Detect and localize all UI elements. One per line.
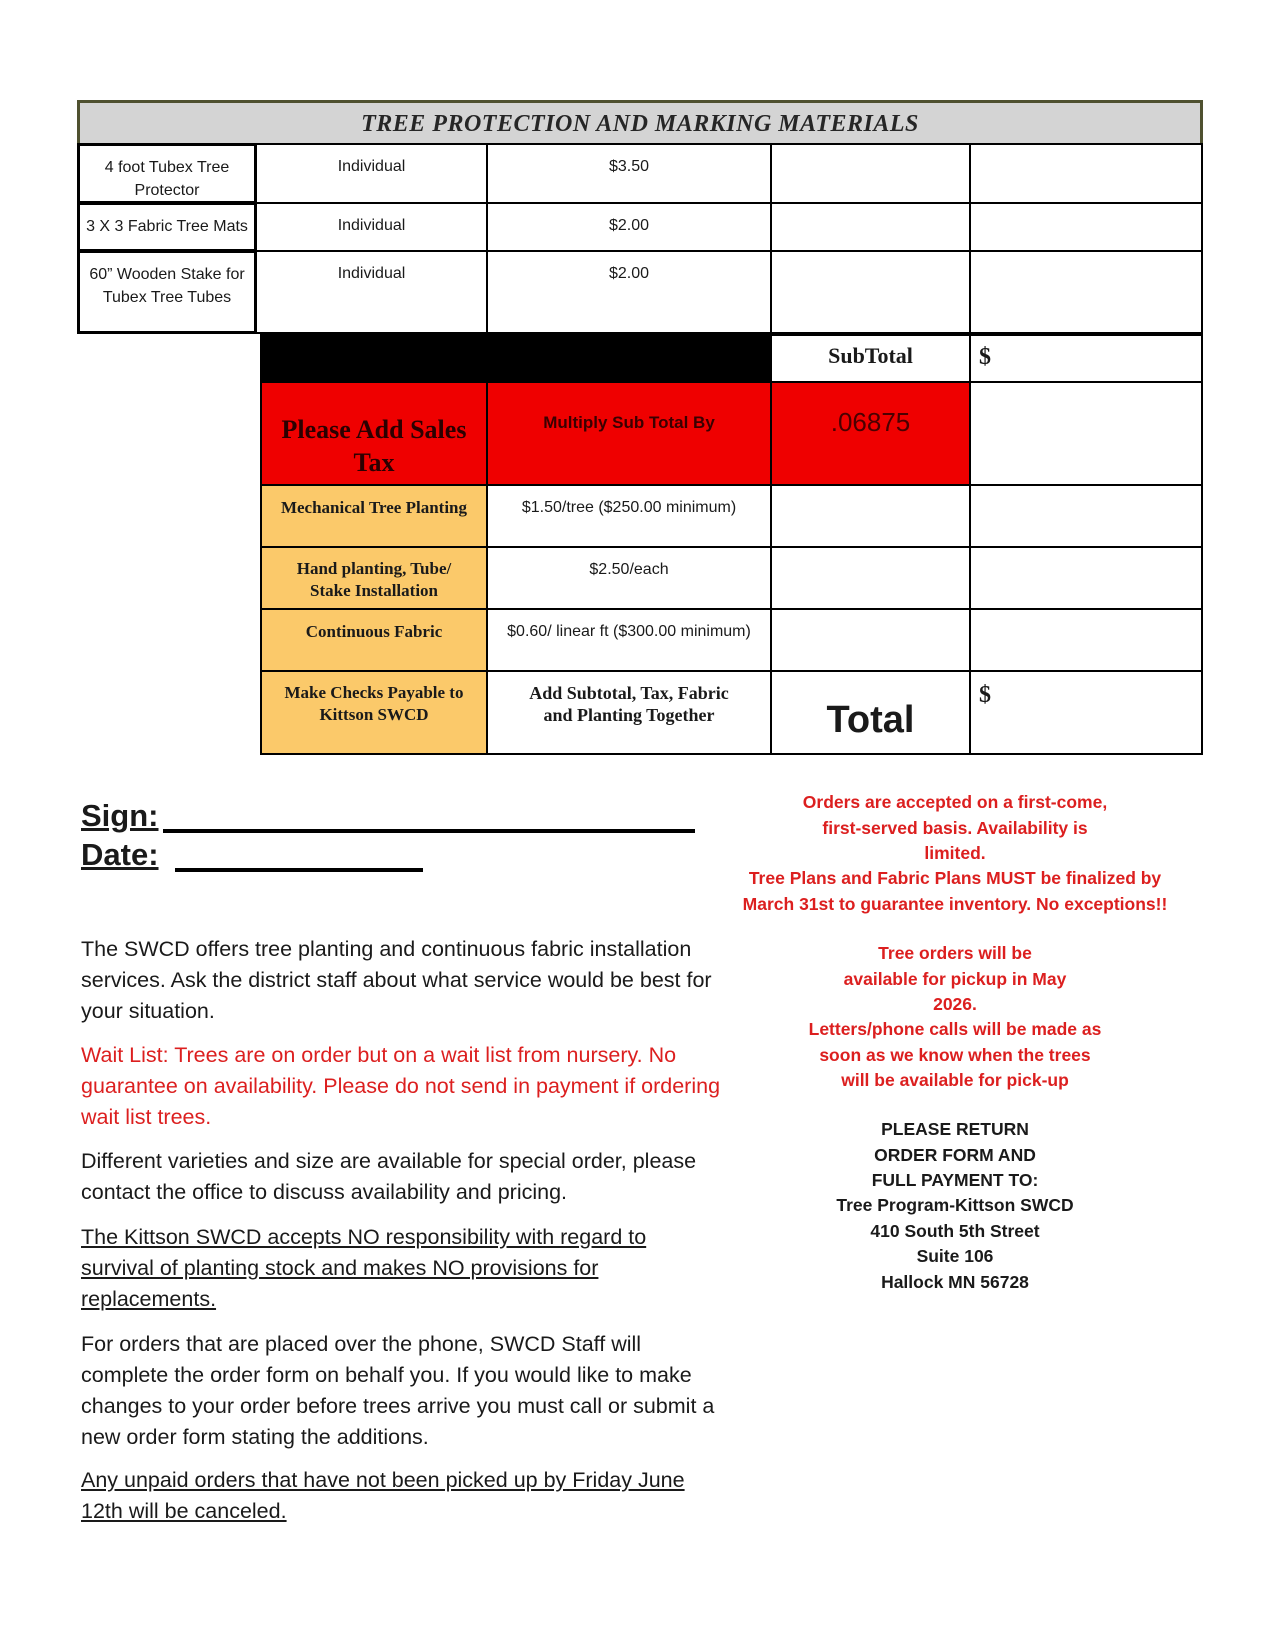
line-total-input[interactable] <box>969 484 1203 548</box>
wait-list-paragraph: Wait List: Trees are on order but on a wait list from nursery. No guarantee on availability. Please do not send in payment if ordering wait list trees. <box>81 1043 721 1129</box>
service-price: $0.60/ linear ft ($300.00 minimum) <box>486 608 772 672</box>
table-title: TREE PROTECTION AND MARKING MATERIALS <box>77 100 1203 146</box>
multiply-label: Multiply Sub Total By <box>486 381 772 486</box>
tax-rate: .06875 <box>770 381 971 486</box>
special-order-paragraph: Different varieties and size are available for special order, please contact the office to discuss availability and pricing. <box>81 1149 697 1204</box>
line-total-input[interactable] <box>969 250 1203 334</box>
dollar-sign: $ <box>979 682 991 708</box>
date-label: Date: <box>81 837 159 872</box>
table-row-price: $3.50 <box>486 143 772 204</box>
finalize-note: Tree Plans and Fabric Plans MUST be finalized by March 31st to guarantee inventory. No exceptions!! <box>742 868 1168 914</box>
line-total-input[interactable] <box>969 202 1203 252</box>
add-instruction: Add Subtotal, Tax, Fabric and Planting Together <box>486 670 772 755</box>
table-row-item: 60” Wooden Stake for Tubex Tree Tubes <box>77 250 257 334</box>
quantity-input[interactable] <box>770 250 971 334</box>
return-heading: PLEASE RETURN ORDER FORM AND FULL PAYMENT TO: <box>871 1119 1039 1190</box>
table-row-item: 3 X 3 Fabric Tree Mats <box>77 202 257 252</box>
black-spacer <box>260 334 772 383</box>
pickup-note: Tree orders will be available for pickup in May 2026. <box>843 943 1067 1014</box>
sales-tax-label: Please Add Sales Tax <box>260 381 488 486</box>
quantity-input[interactable] <box>770 608 971 672</box>
line-total-input[interactable] <box>969 546 1203 610</box>
service-label: Continuous Fabric <box>260 608 488 672</box>
letters-note: Letters/phone calls will be made as soon as we know when the trees will be available for pick-up <box>808 1019 1102 1090</box>
total-label: Total <box>770 670 971 755</box>
address-line: 410 South 5th Street <box>870 1220 1040 1241</box>
table-row-unit: Individual <box>255 143 488 204</box>
quantity-input[interactable] <box>770 143 971 204</box>
quantity-input[interactable] <box>770 484 971 548</box>
tax-amount-field[interactable] <box>969 381 1203 486</box>
subtotal-field[interactable] <box>969 334 1203 383</box>
subtotal-label: SubTotal <box>770 334 971 383</box>
address-line: Suite 106 <box>916 1246 994 1266</box>
service-label: Mechanical Tree Planting <box>260 484 488 548</box>
table-row-price: $2.00 <box>486 250 772 334</box>
service-label: Hand planting, Tube/ Stake Installation <box>260 546 488 610</box>
services-paragraph: The SWCD offers tree planting and continuous fabric installation services. Ask the district staff about what service would be best for your situation. <box>81 937 712 1023</box>
table-row-item: 4 foot Tubex Tree Protector <box>77 143 257 204</box>
line-total-input[interactable] <box>969 608 1203 672</box>
responsibility-paragraph: The Kittson SWCD accepts NO responsibility with regard to survival of planting stock and makes NO provisions for replacements. <box>81 1225 647 1311</box>
sign-label: Sign: <box>81 798 159 833</box>
line-total-input[interactable] <box>969 143 1203 204</box>
total-field[interactable] <box>969 670 1203 755</box>
date-line[interactable] <box>175 868 423 872</box>
address-line: Hallock MN 56728 <box>881 1271 1029 1292</box>
address-line: Tree Program-Kittson SWCD <box>836 1195 1074 1215</box>
mailing-address <box>725 1193 1185 1295</box>
phone-orders-paragraph: For orders that are placed over the phone, SWCD Staff will complete the order form on behalf you. If you would like to make changes to your order before trees arrive you must call or submit a new order form stating the additions. <box>81 1332 715 1449</box>
dollar-sign: $ <box>979 344 991 370</box>
unpaid-orders-paragraph: Any unpaid orders that have not been picked up by Friday June 12th will be canceled. <box>81 1468 685 1523</box>
quantity-input[interactable] <box>770 546 971 610</box>
quantity-input[interactable] <box>770 202 971 252</box>
table-row-price: $2.00 <box>486 202 772 252</box>
table-row-unit: Individual <box>255 202 488 252</box>
table-row-unit: Individual <box>255 250 488 334</box>
checks-payable-label: Make Checks Payable to Kittson SWCD <box>260 670 488 755</box>
service-price: $2.50/each <box>486 546 772 610</box>
service-price: $1.50/tree ($250.00 minimum) <box>486 484 772 548</box>
first-come-note: Orders are accepted on a first-come, first-served basis. Availability is limited. <box>802 792 1108 863</box>
sign-line[interactable] <box>163 829 695 833</box>
